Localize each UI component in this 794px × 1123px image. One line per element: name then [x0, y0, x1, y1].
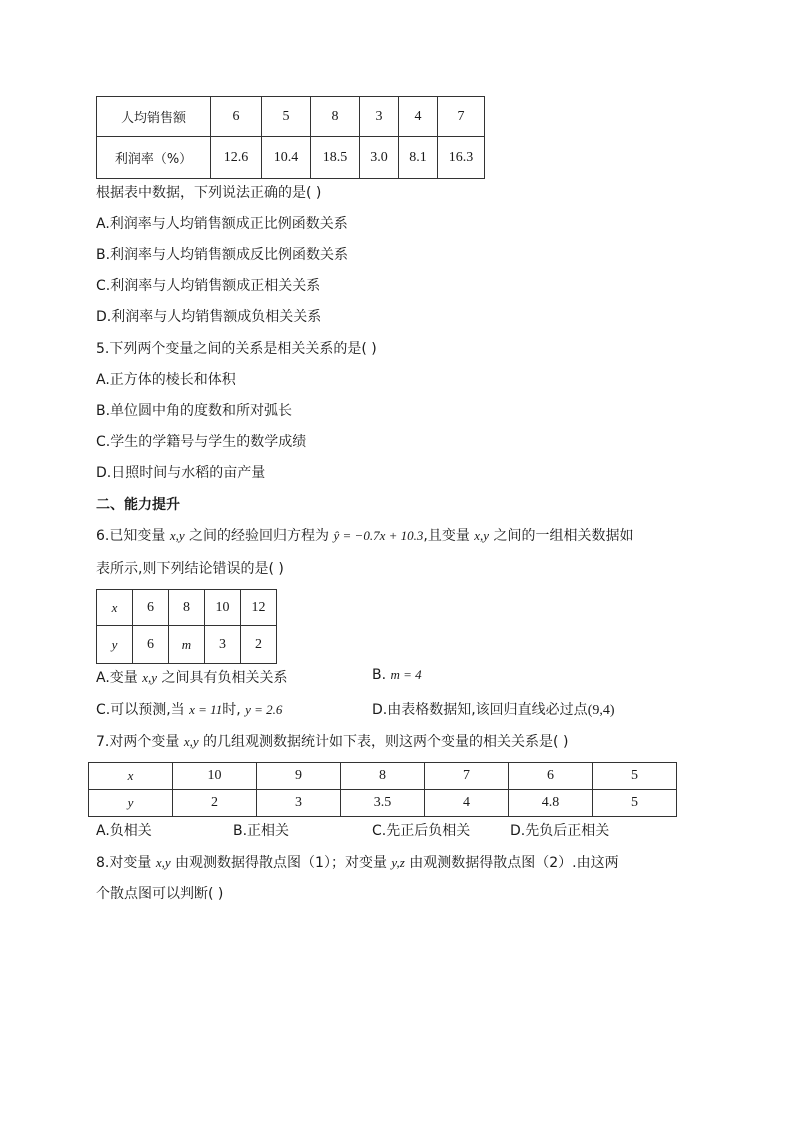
- stem-text: 7.对两个变量: [96, 734, 184, 750]
- stem-text: 6.已知变量: [96, 528, 170, 544]
- table-cell: 6: [509, 763, 593, 790]
- table-cell: 3.5: [341, 790, 425, 817]
- table-cell: 8: [169, 590, 205, 626]
- table-cell: 利润率（%）: [97, 137, 211, 179]
- option-text: 时,: [222, 702, 246, 718]
- question-5-option-c: C.学生的学籍号与学生的数学成绩: [96, 434, 307, 450]
- section-heading: 二、能力提升: [96, 497, 180, 513]
- question-6-option-b: [372, 667, 422, 683]
- table-cell: 4: [399, 97, 438, 137]
- option-text: A.变量: [96, 670, 143, 686]
- stem-text: 由观测数据得散点图（1）；对变量: [170, 855, 392, 871]
- question-6-option-d: [372, 699, 615, 719]
- option-text: B.: [372, 667, 391, 683]
- table-cell: 8: [311, 97, 360, 137]
- table-row: [89, 790, 677, 817]
- stem-text: 之间的一组相关数据如: [489, 528, 634, 544]
- sales-profit-table: [96, 96, 485, 179]
- question-4-option-b: B.利润率与人均销售额成反比例函数关系: [96, 247, 349, 263]
- table-row: [97, 626, 277, 664]
- table-cell: 10: [205, 590, 241, 626]
- math-vars: y,z: [391, 855, 405, 870]
- question-5-option-d: D.日照时间与水稻的亩产量: [96, 465, 266, 481]
- math-expression: m = 4: [390, 667, 422, 682]
- table-cell: 10.4: [262, 137, 311, 179]
- table-cell: 3.0: [360, 137, 399, 179]
- math-vars: x,y: [142, 670, 158, 685]
- question-5-stem: 5.下列两个变量之间的关系是相关关系的是( ): [96, 341, 377, 357]
- question-7-table: [88, 762, 677, 817]
- table-cell: 4: [425, 790, 509, 817]
- question-4-option-d: D.利润率与人均销售额成负相关关系: [96, 309, 322, 325]
- regression-equation: ŷ = −0.7x + 10.3: [333, 528, 424, 543]
- table-cell: 12.6: [211, 137, 262, 179]
- table-cell: 6: [133, 590, 169, 626]
- option-text: C.可以预测,当: [96, 702, 190, 718]
- table-cell: 4.8: [509, 790, 593, 817]
- question-7-option-a: A.负相关: [96, 823, 152, 839]
- table-cell: 3: [205, 626, 241, 664]
- table-cell: 5: [593, 763, 677, 790]
- table-cell: 5: [262, 97, 311, 137]
- table-row: [97, 590, 277, 626]
- table-cell: 18.5: [311, 137, 360, 179]
- table-cell: x: [97, 590, 133, 626]
- table-cell: 6: [211, 97, 262, 137]
- table-cell: x: [89, 763, 173, 790]
- table-cell: 5: [593, 790, 677, 817]
- table-cell: 7: [438, 97, 485, 137]
- stem-text: ,且变量: [423, 528, 475, 544]
- math-vars: x,y: [474, 528, 490, 543]
- stem-text: 由观测数据得散点图（2）.由这两: [404, 855, 619, 871]
- math-vars: x,y: [169, 528, 185, 543]
- table-cell: 8: [341, 763, 425, 790]
- table-cell: 6: [133, 626, 169, 664]
- table-cell: m: [169, 626, 205, 664]
- question-5-option-b: B.单位圆中角的度数和所对弧长: [96, 403, 293, 419]
- table-cell: 9: [257, 763, 341, 790]
- question-7-option-b: B.正相关: [233, 823, 290, 839]
- stem-text: 的几组观测数据统计如下表，则这两个变量的相关关系是( ): [198, 734, 569, 750]
- table-cell: 12: [241, 590, 277, 626]
- table-row: [97, 137, 485, 179]
- table-cell: 3: [257, 790, 341, 817]
- table-cell: 人均销售额: [97, 97, 211, 137]
- question-6-stem-line2: 表所示,则下列结论错误的是( ): [96, 561, 284, 577]
- math-vars: x,y: [155, 855, 171, 870]
- table-cell: 16.3: [438, 137, 485, 179]
- question-4-option-c: C.利润率与人均销售额成正相关关系: [96, 278, 321, 294]
- question-7-stem: [96, 731, 568, 751]
- table-cell: y: [89, 790, 173, 817]
- table-cell: 8.1: [399, 137, 438, 179]
- math-expression: x = 11: [189, 702, 223, 717]
- question-8-stem: [96, 852, 619, 872]
- question-6-option-a: [96, 667, 287, 687]
- table-cell: 10: [173, 763, 257, 790]
- stem-text: 8.对变量: [96, 855, 156, 871]
- math-point: (9,4): [587, 703, 615, 718]
- question-6-stem: [96, 525, 634, 545]
- option-text: D.由表格数据知,该回归直线必过点: [372, 702, 588, 718]
- table-cell: 2: [241, 626, 277, 664]
- math-expression: y = 2.6: [245, 702, 283, 717]
- table-cell: 2: [173, 790, 257, 817]
- math-vars: x,y: [183, 734, 199, 749]
- question-6-table: [96, 589, 277, 664]
- table-row: [97, 97, 485, 137]
- question-4-stem: 根据表中数据，下列说法正确的是( ): [96, 185, 322, 201]
- question-5-option-a: A.正方体的棱长和体积: [96, 372, 236, 388]
- question-4-option-a: A.利润率与人均销售额成正比例函数关系: [96, 216, 348, 232]
- question-6-option-c: [96, 699, 282, 719]
- table-cell: 3: [360, 97, 399, 137]
- table-cell: y: [97, 626, 133, 664]
- table-row: [89, 763, 677, 790]
- question-8-stem-line2: 个散点图可以判断( ): [96, 886, 224, 902]
- question-7-option-c: C.先正后负相关: [372, 823, 471, 839]
- question-7-option-d: D.先负后正相关: [510, 823, 610, 839]
- option-text: 之间具有负相关关系: [157, 670, 288, 686]
- stem-text: 之间的经验回归方程为: [184, 528, 334, 544]
- table-cell: 7: [425, 763, 509, 790]
